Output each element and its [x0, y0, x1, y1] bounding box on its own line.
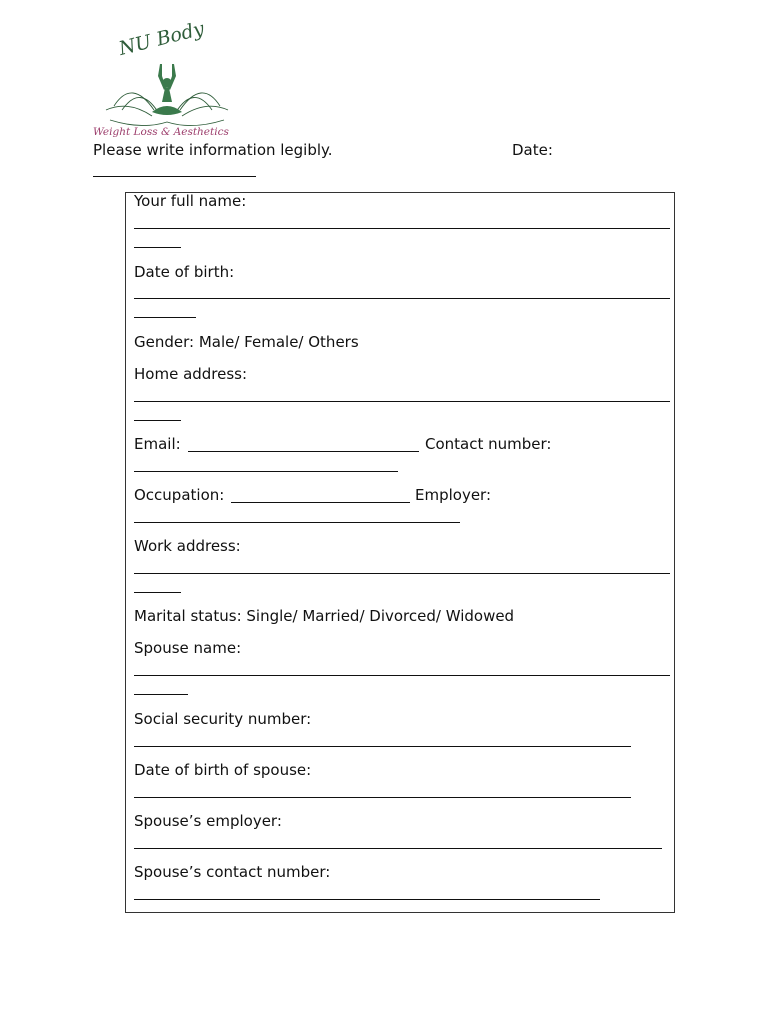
gender-label: Gender: Male/ Female/ Others — [134, 333, 359, 351]
spouse-name-line-cont[interactable] — [134, 694, 188, 695]
full-name-line-cont[interactable] — [134, 247, 181, 248]
employer-line[interactable] — [134, 522, 460, 523]
contact-line[interactable] — [134, 471, 398, 472]
work-address-label: Work address: — [134, 537, 241, 555]
spouse-name-label: Spouse name: — [134, 639, 242, 657]
work-address-line-cont[interactable] — [134, 592, 181, 593]
home-address-label: Home address: — [134, 365, 248, 383]
spouse-contact-label: Spouse’s contact number: — [134, 863, 331, 881]
email-label: Email: — [134, 435, 181, 453]
ssn-line[interactable] — [134, 746, 631, 747]
contact-label: Contact number: — [425, 435, 552, 453]
intro-text: Please write information legibly. — [93, 141, 333, 159]
email-line[interactable] — [188, 451, 419, 452]
spouse-employer-label: Spouse’s employer: — [134, 812, 282, 830]
home-address-line-cont[interactable] — [134, 420, 181, 421]
date-field-line[interactable] — [93, 176, 256, 177]
employer-label: Employer: — [415, 486, 492, 504]
dob-line[interactable] — [134, 298, 670, 299]
spouse-name-line[interactable] — [134, 675, 670, 676]
dob-line-cont[interactable] — [134, 317, 196, 318]
home-address-line[interactable] — [134, 401, 670, 402]
occupation-line[interactable] — [231, 502, 410, 503]
full-name-line[interactable] — [134, 228, 670, 229]
marital-status-label: Marital status: Single/ Married/ Divorced/ Widowed — [134, 607, 515, 625]
brand-name: NU Body — [116, 17, 207, 60]
date-label: Date: — [512, 141, 553, 159]
spouse-dob-label: Date of birth of spouse: — [134, 761, 312, 779]
full-name-label: Your full name: — [134, 192, 247, 210]
ssn-label: Social security number: — [134, 710, 312, 728]
dob-label: Date of birth: — [134, 263, 235, 281]
brand-tagline: Weight Loss & Aesthetics — [93, 126, 229, 138]
spouse-dob-line[interactable] — [134, 797, 631, 798]
spouse-employer-line[interactable] — [134, 848, 662, 849]
spouse-contact-line[interactable] — [134, 899, 600, 900]
work-address-line[interactable] — [134, 573, 670, 574]
occupation-label: Occupation: — [134, 486, 225, 504]
